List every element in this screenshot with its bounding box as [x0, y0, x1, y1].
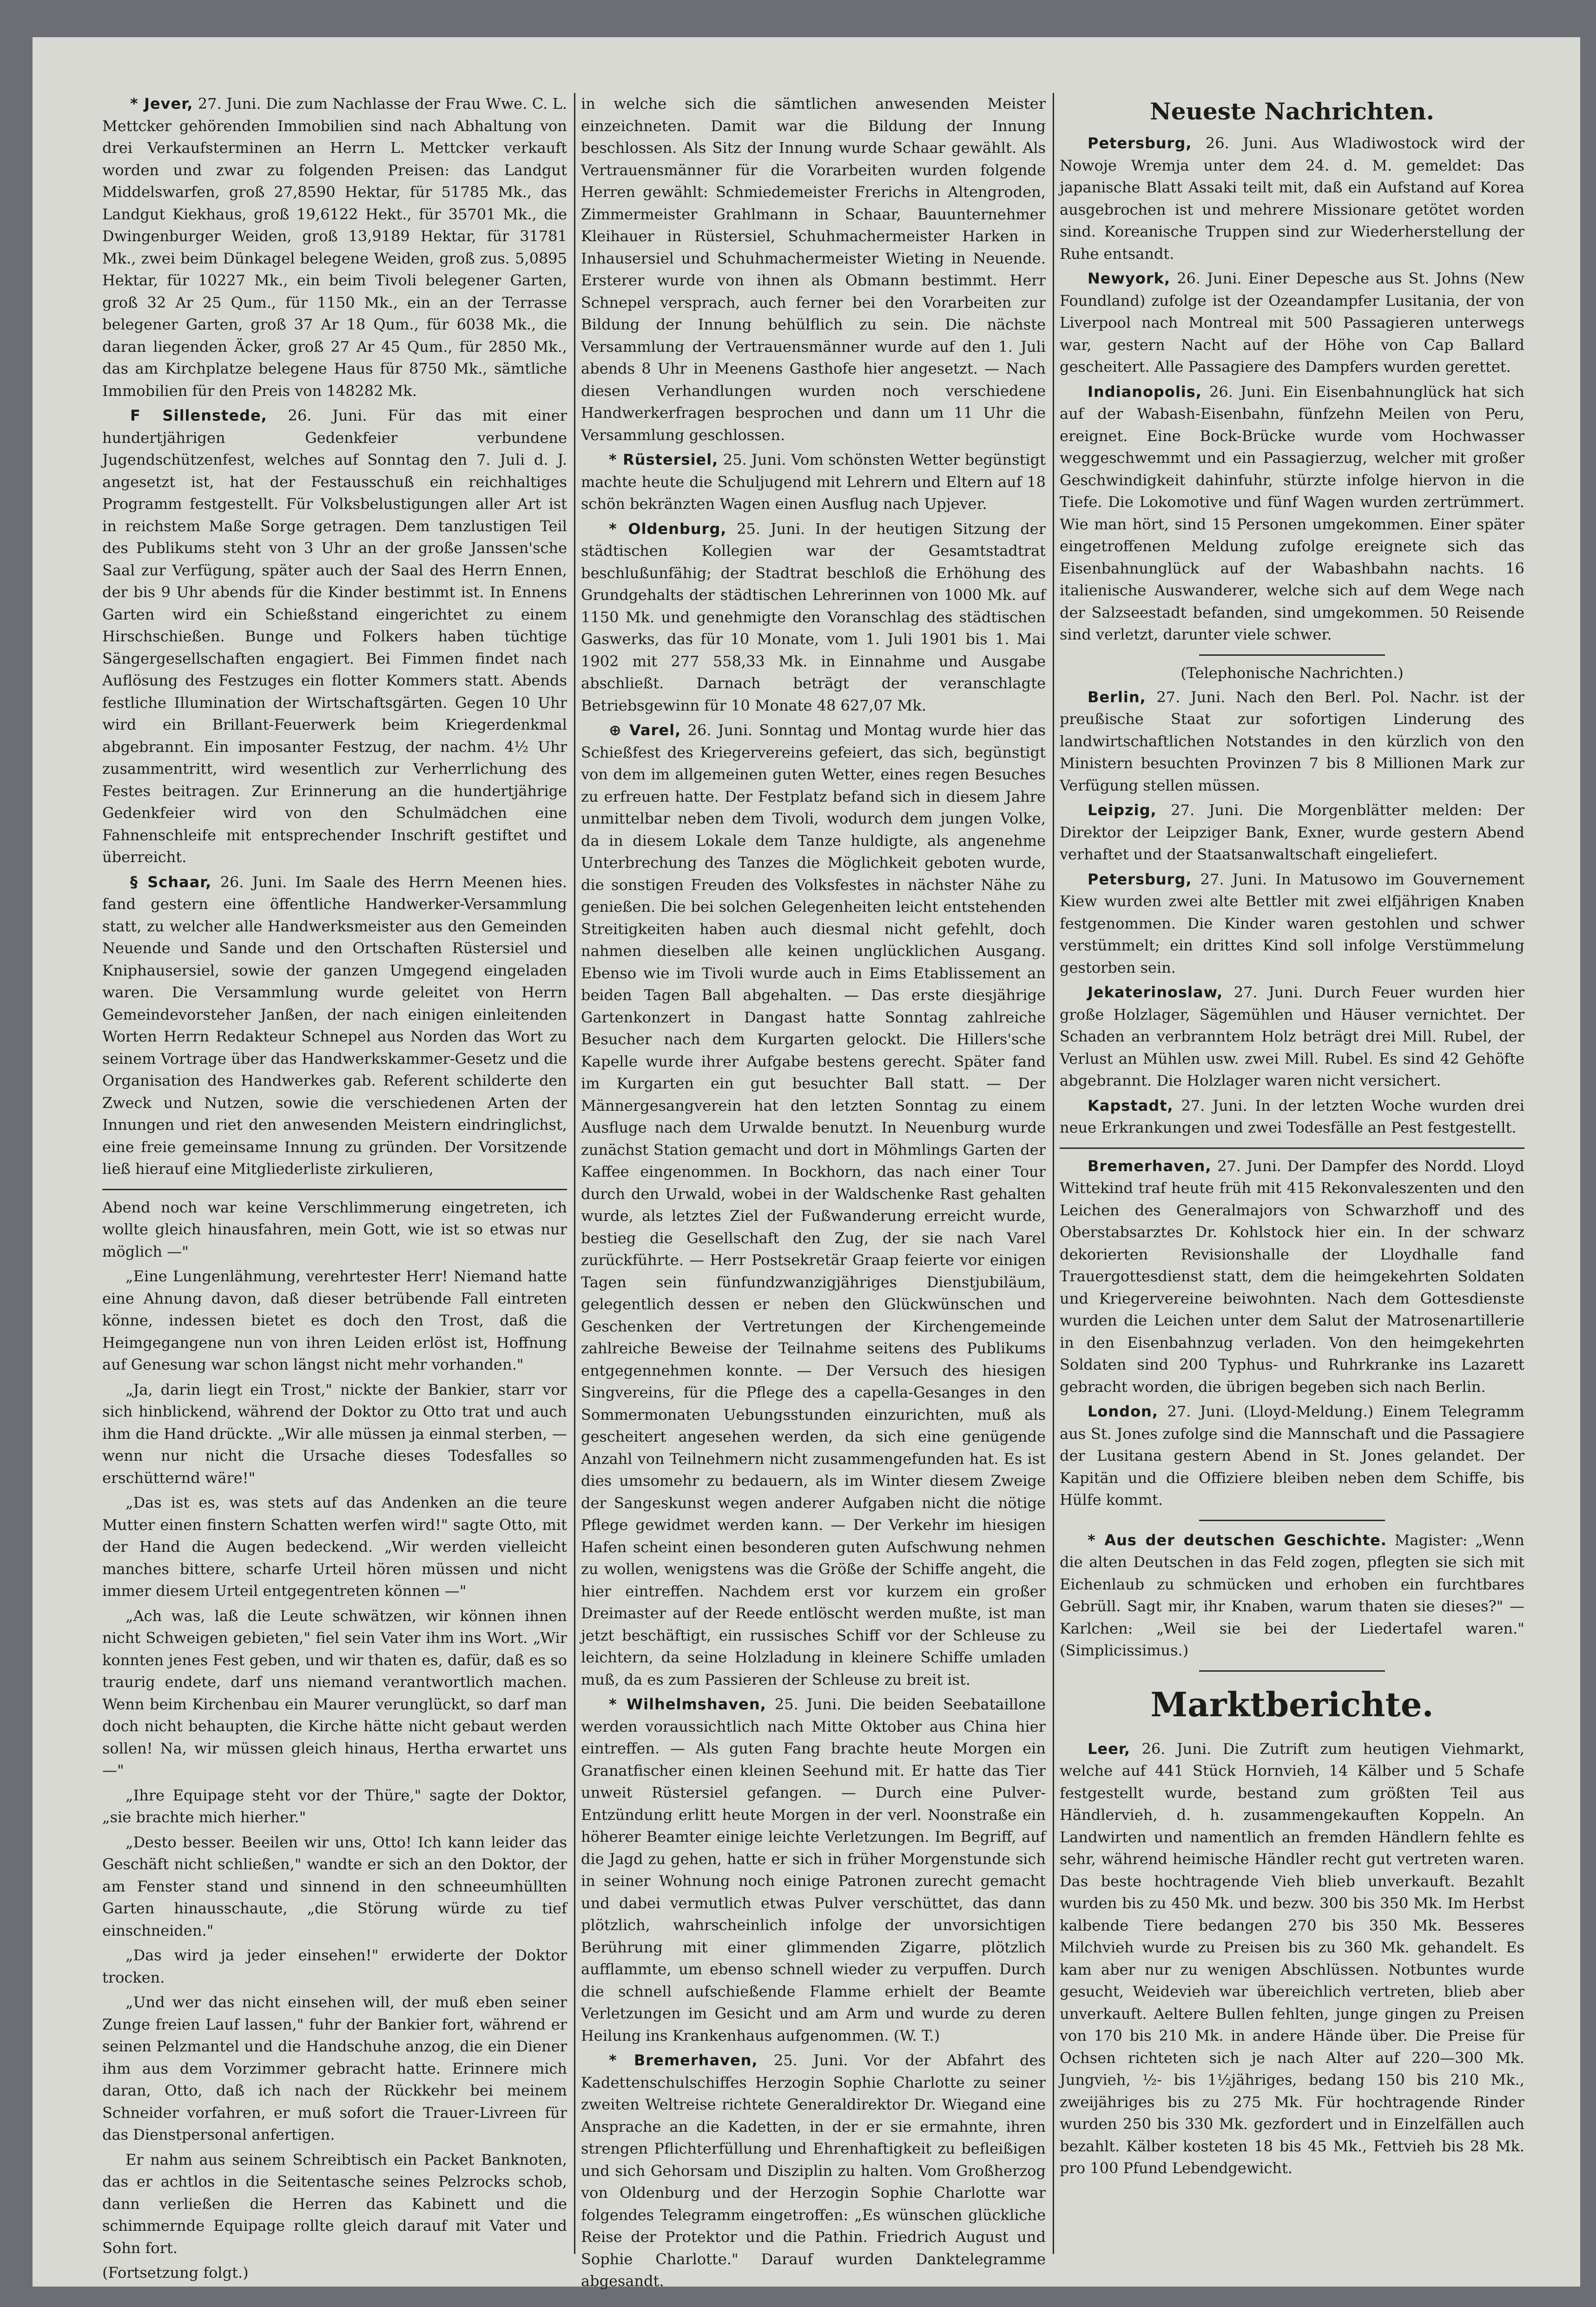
article-varel: ⊕ Varel, 26. Juni. Sonntag und Montag wurde hier das Schießfest des Kriegervereins gefeiert, das sich, begünstigt von dem im allgemeinen guten Wetter, eines regen Besuches zu erfreuen hatte. Der Festplatz befand sich in diesem Jahre unmittelbar neben dem Tivoli, wodurch dem jungen Volke, da in diesem Lokale dem Tanze huldigte, als angenehme Unterbrechung des Tanzes die Möglichkeit geboten wurde, die sonstigen Freuden des Volksfestes in nächster Nähe zu genießen. Die bei solchen Gelegenheiten leicht entstehenden Streitigkeiten haben auch diesmal nicht gefehlt, doch nahmen dieselben alle keinen unglücklichen Ausgang. Ebenso wie im Tivoli wurde auch in Eims Etablissement an beiden Tagen Ball abgehalten. — Das erste diesjährige Gartenkonzert in Dangast hatte Sonntag zahlreiche Besucher nach dem Kurgarten gelockt. Die Hillers'sche Kapelle wurde ihrer Aufgabe bestens gerecht. Später fand im Kurgarten ein gut besuchter Ball statt. — Der Männergesangverein hat den letzten Sonntag zu einem Ausfluge nach dem Urwalde benutzt. In Neuenburg wurde zunächst Station gemacht und dort in Möhmlings Garten der Kaffee eingenommen. In Bockhorn, das nach einer Tour durch den Urwald, wobei in der Waldschenke Rast gehalten wurde, als letztes Ziel der Fußwanderung erreicht wurde, bestieg die Gesellschaft den Zug, der sie nach Varel zurückführte. — Herr Postsekretär Graap feierte vor einigen Tagen sein fünfundzwanzigjähriges Dienstjubiläum, gelegentlich dessen er neben den Glückwünschen und Geschenken der Vertretungen der Kirchengemeinde zahlreiche Beweise der Teilnahme seitens des Publikums entgegennehmen konnte. — Der Versuch des hiesigen Singvereins, für die Pflege des a capella-Gesanges in den Sommermonaten Uebungsstunden einzurichten, muß als gescheitert angesehen werden, da sich eine genügende Anzahl von Teilnehmern nicht zusammengefunden hat. Es ist dies umsomehr zu bedauern, als im Winter diesem Zweige der Sangeskunst wegen anderer Aufgaben nicht die nötige Pflege gewidmet werden kann. — Der Verkehr im hiesigen Hafen scheint einen besonderen guten Aufschwung nehmen zu wollen, wenigstens was die Größe der Schiffe angeht, die hier eintreffen. Nachdem erst vor kurzem ein großer Dreimaster auf der Reede entlöscht werden mußte, ist man jetzt beschäftigt, ein russisches Schiff vor der Schleuse zu leichtern, da seine Holzladung in kleinere Schiffe umladen muß, da es zum Passieren der Schleuse zu breit ist. [581, 721, 1046, 1688]
serial-paragraph: „Und wer das nicht einsehen will, der muß eben seiner Zunge freien Lauf lassen," fuhr der Bankier fort, während er seinen Pelzmantel und die Handschuhe anzog, die ein Diener ihm aus dem Vorzimmer gebracht hatte. Erinnere mich daran, Otto, daß ich nach der Rückkehr bei meinem Schneider vorfahren, er muß sofort die Trauer-Livreen für das Dienstpersonal anfertigen. [102, 1993, 567, 2143]
heading-telephone-news: (Telephonische Nachrichten.) [1181, 664, 1404, 682]
news-bremerhaven: Bremerhaven, 27. Juni. Der Dampfer des Nordd. Lloyd Wittekind traf heute früh mit 415 Rekonvaleszenten und den Leichen des Generalmajors von Schwarzhoff und des Oberstabsarztes Dr. Kohlstock hier ein. In der schwarz dekorierten Revisionshalle der Lloydhalle fand Trauergottesdienst statt, dem die heimgekehrten Soldaten und Kriegervereine beiwohnten. Nach dem Gottesdienste wurden die Leichen unter dem Salut der Matrosenartillerie in den Eisenbahnzug verladen. Von den heimgekehrten Soldaten sind 200 Typhus- und Ruhrkranke ins Lazarett gebracht worden, die übrigen begeben sich nach Berlin. [1060, 1157, 1525, 1396]
serial-continuation-note: (Fortsetzung folgt.) [102, 2264, 249, 2281]
column-middle [581, 93, 1046, 2290]
news-indianopolis: Indianopolis, 26. Juni. Ein Eisenbahnunglück hat sich auf der Wabash-Eisenbahn, fünfzehn Meilen von Peru, ereignet. Eine Bock-Brücke wurde vom Hochwasser weggeschwemmt und ein Passagierzug, welcher mit großer Geschwindigkeit dahinfuhr, stürzte infolge hiervon in die Tiefe. Die Lokomotive und fünf Wagen wurden zertrümmert. Wie man hört, sind 15 Personen umgekommen. Einer später eingetroffenen Meldung zufolge ereignete sich das Eisenbahnunglück auf der Wabashbahn nachts. 16 italienische Auswanderer, welche sich auf dem Wege nach der Salzseestadt befanden, sind umgekommen. 50 Reisende sind verletzt, darunter viele schwer. [1060, 382, 1524, 643]
market-leer: Leer, 26. Juni. Die Zutrift zum heutigen Viehmarkt, welche auf 441 Stück Hornvieh, 14 Kälber und 5 Schafe festgestellt wurde, bestand zum größten Teil aus Händlervieh, d. h. zusammengekauften Koppeln. An Landwirten und namentlich an fremden Händlern fehlte es sehr, während heimische Händler recht gut vertreten waren. Das beste hochtragende Vieh blieb unverkauft. Bezahlt wurden bis zu 450 Mk. und bezw. 300 bis 350 Mk. Im Herbst kalbende Tiere bedangen 270 bis 350 Mk. Besseres Milchvieh wurde zu Preisen bis zu 360 Mk. gehandelt. Es kam aber nur zu wenigen Abschlüssen. Notbuntes wurde gesucht, Weidevieh war übereichlich vertreten, blieb aber unverkauft. Aeltere Bullen fehlten, junge gingen zu Preisen von 170 bis 210 Mk. in andere Hände über. Die Preise für Ochsen richteten sich je nach Alter auf 220—300 Mk. Jungvieh, ½- bis 1½jähriges, bedang 150 bis 210 Mk., zweijähriges bis zu 275 Mk. Für hochtragende Rinder wurden 250 bis 330 Mk. gezfordert und in Einzelfällen auch bezahlt. Kälber kosteten 18 bis 45 Mk., Fettvieh bis 28 Mk. pro 100 Pfund Lebendgewicht. [1060, 1740, 1525, 2177]
serial-story [102, 1197, 567, 2284]
news-berlin: Berlin, 27. Juni. Nach den Berl. Pol. Nachr. ist der preußische Staat zur sofortigen Linderung des landwirtschaftlichen Notstandes in den kürzlich von den Ministern besuchten Provinzen 7 bis 8 Millionen Mark zur Verfügung stellen müssen. [1060, 688, 1525, 794]
column-rule-1 [574, 93, 575, 2254]
serial-paragraph: Abend noch war keine Verschlimmerung eingetreten, ich wollte gleich hinausfahren, mein Gott, wie ist so etwas nur möglich —" [102, 1198, 567, 1260]
heading-market-reports: Marktberichte. [1150, 1684, 1434, 1724]
news-london: London, 27. Juni. (Lloyd-Meldung.) Einem Telegramm aus St. Jones zufolge sind die Mannschaft und die Passagiere der Lusitana gestern Abend in St. Jones gelandet. Der Kapitän und die Offiziere bleiben neben dem Schiffe, bis Hülfe kommt. [1060, 1403, 1525, 1509]
serial-paragraph: „Eine Lungenlähmung, verehrtester Herr! Niemand hatte eine Ahnung davon, daß dieser betrübende Fall eintreten könne, indessen bietet es doch den Trost, daß die Heimgegangene nun von ihren Leiden erlöst ist, Hoffnung auf Genesung war schon längst nicht mehr vorhanden." [102, 1267, 567, 1373]
serial-paragraph: „Ihre Equipage steht vor der Thüre," sagte der Doktor, „sie brachte mich hierher." [102, 1786, 567, 1826]
serial-paragraph: Er nahm aus seinem Schreibtisch ein Packet Banknoten, das er achtlos in die Seitentasche seines Pelzrocks schob, dann verließen die Herren das Kabinett und die schimmernde Equipage rollte gleich darauf mit Vater und Sohn fort. [102, 2150, 567, 2257]
news-jekaterinoslaw: Jekaterinoslaw, 27. Juni. Durch Feuer wurden hier große Holzlager, Sägemühlen und Häuser vernichtet. Der Schaden an verbranntem Holz beträgt drei Mill. Rubel, der Verlust an Mühlen usw. zwei Mill. Rubel. Es sind 42 Gehöfte abgebrannt. Die Holzlager waren nicht versichert. [1060, 983, 1525, 1089]
article-oldenburg: * Oldenburg, 25. Juni. In der heutigen Sitzung der städtischen Kollegien war der Gesamtstadtrat beschlußunfähig; der Stadtrat beschloß die Erhöhung des Grundgehalts der städtischen Lehrerinnen von 1000 Mk. auf 1150 Mk. und genehmigte den Voranschlag des städtischen Gaswerks, das für 10 Monate, vom 1. Juli 1901 bis 1. Mai 1902 mit 277 558,33 Mk. in Einnahme und Ausgabe abschließt. Darnach beträgt der veranschlagte Betriebsgewinn für 10 Monate 48 627,07 Mk. [581, 520, 1046, 714]
column-rule-2 [1053, 93, 1054, 2254]
article-jever: * Jever, 27. Juni. Die zum Nachlasse der Frau Wwe. C. L. Mettcker gehörenden Immobilien sind nach Abhaltung von drei Verkaufsterminen an Herrn L. Mettcker verkauft worden und zwar zu folgenden Preisen: das Landgut Middelswarfen, groß 27,8590 Hektar, für 51785 Mk., das Landgut Kiekhaus, groß 19,6122 Hekt., für 35701 Mk., die Dwingenburger Weiden, groß 13,9189 Hektar, für 31781 Mk., zwei beim Dünkagel belegene Weiden, groß zus. 5,0895 Hektar, für 10227 Mk., ein beim Tivoli belegener Garten, groß 32 Ar 25 Qum., für 1150 Mk., ein an der Terrasse belegener Garten, groß 37 Ar 18 Qum., für 6038 Mk., die daran liegenden Äcker, groß 27 Ar 45 Qum., für 2850 Mk., das am Kirchplatze belegene Haus für 8750 Mk., sämtliche Immobilien für den Preis von 148282 Mk. [102, 95, 567, 400]
news-petersburg: Petersburg, 26. Juni. Aus Wladiwostock wird der Nowoje Wremja unter dem 24. d. M. gemeldet: Das japanische Blatt Assaki teilt mit, daß ein Aufstand auf Korea ausgebrochen ist und mehrere Missionare getötet worden sind. Koreanische Truppen sind zur Wiederherstellung der Ruhe entsandt. [1060, 134, 1524, 263]
serial-paragraph: „Das ist es, was stets auf das Andenken an die teure Mutter einen finstern Schatten werfen wird!" sagte Otto, mit der Hand die Augen bedeckend. „Wir werden vielleicht manches bittere, scharfe Urteil hören müssen und nicht immer diesem Urteil entgegentreten können —" [102, 1494, 567, 1600]
article-sillenstede: F Sillenstede, 26. Juni. Für das mit einer hundertjährigen Gedenkfeier verbundene Jugendschützenfest, welches auf Sonntag den 7. Juli d. J. angesetzt ist, hat der Festausschuß ein reichhaltiges Programm festgestellt. Für Volksbelustigungen aller Art ist in reichstem Maße Sorge getragen. Dem tanzlustigen Teil des Publikums steht von 3 Uhr an der große Janssen'sche Saal zur Verfügung, später auch der Saal des Herrn Ennen, der bis 9 Uhr abends für die Kinder bestimmt ist. In Ennens Garten wird ein Schießstand eingerichtet zu einem Hirschschießen. Bunge und Folkers haben tüchtige Sängergesellschaften engagiert. Bei Fimmen findet nach Auflösung des Festzuges ein flotter Kommers statt. Abends festliche Illumination der Wirtschaftsgärten. Gegen 10 Uhr wird ein Brillant-Feuerwerk beim Kriegerdenkmal abgebrannt. Ein imposanter Festzug, der nachm. 4½ Uhr zusammentritt, wird wesentlich zur Verherrlichung des Festes beitragen. Zur Erinnerung an die hundertjährige Gedenkfeier wird von den Schulmädchen eine Fahnenschleife mit entsprechender Inschrift gestiftet und überreicht. [102, 407, 567, 866]
divider [1199, 654, 1385, 656]
serial-paragraph: „Desto besser. Beeilen wir uns, Otto! Ich kann leider das Geschäft nicht schließen," wandte er sich an den Doktor, der am Fenster stand und sinnend in den schneeumhüllten Garten hinausschaute, „die Störung würde zu tief einschneiden." [102, 1833, 567, 1939]
article-schaar-continued: in welche sich die sämtlichen anwesenden Meister einzeichneten. Damit war die Bildung der Innung beschlossen. Als Sitz der Innung wurde Schaar gewählt. Als Vertrauensmänner für die Vorarbeiten wurden folgende Herren gewählt: Schmiedemeister Frerichs in Altengroden, Zimmermeister Grahlmann in Schaar, Bauunternehmer Kleihauer in Rüstersiel, Schuhmachermeister Harken in Inhausersiel und Schuhmachermeister Wieting in Neuende. Ersterer wurde von ihnen als Obmann bestimmt. Herr Schnepel versprach, auch ferner bei den Vorarbeiten zur Bildung der Innung behülflich zu sein. Die nächste Versammlung der Vertrauensmänner wurde auf den 1. Juli abends 8 Uhr in Meenens Gasthofe hier angesetzt. — Nach diesen Verhandlungen wurden noch verschiedene Handwerkerfragen besprochen und dann um 11 Uhr die Versammlung geschlossen. [581, 95, 1046, 444]
divider [1199, 1670, 1385, 1672]
serial-divider [102, 1189, 567, 1190]
column-left [102, 93, 567, 2281]
anecdote-german-history: * Aus der deutschen Geschichte. Magister: „Wenn die alten Deutschen in das Feld zogen, pflegten sie sich mit Eichenlaub zu schmücken und erhoben ein furchtbares Gebrüll. Sagt mir, ihr Knaben, warum thaten sie dieses?" — Karlchen: „Weil sie bei der Liedertafel waren." (Simplicissimus.) [1060, 1531, 1525, 1659]
news-newyork: Newyork, 26. Juni. Einer Depesche aus St. Johns (New Foundland) zufolge ist der Ozeandampfer Lusitania, der von Liverpool nach Montreal mit 500 Passagieren unterwegs war, gestern Nacht auf der Höhe von Cap Ballard gescheitert. Alle Passagiere des Dampfers wurden gerettet. [1060, 270, 1525, 376]
left-top-articles [102, 93, 567, 1180]
article-schaar: § Schaar, 26. Juni. Im Saale des Herrn Meenen hies. fand gestern eine öffentliche Handwerker-Versammlung statt, zu welcher alle Handwerksmeister aus den Gemeinden Neuende und Sande und den Ortschaften Rüstersiel und Kniphausersiel, sowie der ganzen Umgegend eingeladen waren. Die Versammlung wurde geleitet von Herrn Gemeindevorsteher Janßen, der nach einigen einleitenden Worten Herrn Redakteur Schnepel aus Norden das Wort zu seinem Vortrage über das Handwerkskammer-Gesetz und die Organisation des Handwerkes gab. Referent schilderte den Zweck und Nutzen, sowie die verschiedenen Arten der Innungen und riet den anwesenden Meistern eindringlichst, eine freie gemeinsame Innung zu gründen. Der Vorsitzende ließ hierauf eine Mitgliederliste zirkulieren, [102, 873, 567, 1178]
column-right [1060, 93, 1524, 2259]
article-ruestersiel: * Rüstersiel, 25. Juni. Vom schönsten Wetter begünstigt machte heute die Schuljugend mit Lehrern und Eltern auf 18 schön bekränzten Wagen einen Ausflug nach Upjever. [581, 451, 1046, 513]
heading-latest-news: Neueste Nachrichten. [1150, 98, 1434, 125]
divider [1060, 1147, 1524, 1149]
serial-paragraph: „Ja, darin liegt ein Trost," nickte der Bankier, starr vor sich hinblickend, während der Doktor zu Otto trat und auch ihm die Hand drückte. „Wir alle müssen ja einmal sterben, — wenn nur nicht die Ursache dieses Todesfalles so erschütternd wäre!" [102, 1380, 567, 1487]
divider [1199, 1520, 1385, 1521]
newspaper-page [33, 37, 1580, 2290]
article-bremerhaven-kadetten: * Bremerhaven, 25. Juni. Vor der Abfahrt des Kadettenschulschiffes Herzogin Sophie Charlotte zu seiner zweiten Weltreise richtete Generaldirektor Dr. Wiegand eine Ansprache an die Kadetten, in der er sie ermahnte, ihren strengen Pflichterfüllung und Ehrenhaftigkeit zu befleißigen und sich Gehorsam und Disziplin zu halten. Vom Großherzog von Oldenburg und der Herzogin Sophie Charlotte war folgendes Telegramm eingetroffen: „Es wünschen glückliche Reise der Protektor und die Pathin. Friedrich August und Sophie Charlotte." Darauf wurden Danktelegramme abgesandt. [581, 2051, 1046, 2290]
serial-paragraph: „Das wird ja jeder einsehen!" erwiderte der Doktor trocken. [102, 1946, 567, 1986]
news-petersburg-2: Petersburg, 27. Juni. In Matusowo im Gouvernement Kiew wurden zwei alte Bettler mit zwei elfjährigen Knaben festgenommen. Die Kinder waren gestohlen und schwer verstümmelt; ein drittes Kind soll infolge Verstümmelung gestorben sein. [1060, 870, 1525, 976]
serial-paragraph: „Ach was, laß die Leute schwätzen, wir können ihnen nicht Schweigen gebieten," fiel sein Vater ihm ins Wort. „Wir konnten jenes Fest geben, und wir thaten es, dafür, daß es so traurig endete, darf uns niemand verantwortlich machen. Wenn beim Kirchenbau ein Maurer verunglückt, so darf man doch nicht behaupten, die Kirche hätte nicht gebaut werden sollen! Na, wir müssen gleich hinaus, Hertha erwartet uns —" [102, 1607, 567, 1779]
article-wilhelmshaven: * Wilhelmshaven, 25. Juni. Die beiden Seebataillone werden voraussichtlich nach Mitte Oktober aus China hier eintreffen. — Als guten Fang brachte heute Morgen ein Granatfischer einen kleinen Seehund mit. Er hatte das Tier unweit Rüstersiel gefangen. — Durch eine Pulver-Entzündung erlitt heute Morgen in der verl. Noonstraße ein höherer Beamter einige leichte Verletzungen. Im Begriff, auf die Jagd zu gehen, hatte er sich in früher Morgenstunde sich in seiner Wohnung noch einige Patronen zurecht gemacht und dabei vermutlich etwas Pulver verschüttet, das dann plötzlich, wahrscheinlich infolge der unvorsichtigen Berührung mit einer glimmenden Zigarre, plötzlich aufflammte, um ebenso schnell wieder zu verpuffen. Durch die schnell aufschießende Flamme erhielt der Beamte Verletzungen im Gesicht und am Arm und wurde zu deren Heilung ins Krankenhaus aufgenommen. (W. T.) [581, 1695, 1046, 2044]
news-kapstadt: Kapstadt, 27. Juni. In der letzten Woche wurden drei neue Erkrankungen und zwei Todesfälle an Pest festgestellt. [1060, 1096, 1525, 1136]
news-leipzig: Leipzig, 27. Juni. Die Morgenblätter melden: Der Direktor der Leipziger Bank, Exner, wurde gestern Abend verhaftet und der Staatsanwaltschaft eingeliefert. [1060, 801, 1525, 863]
